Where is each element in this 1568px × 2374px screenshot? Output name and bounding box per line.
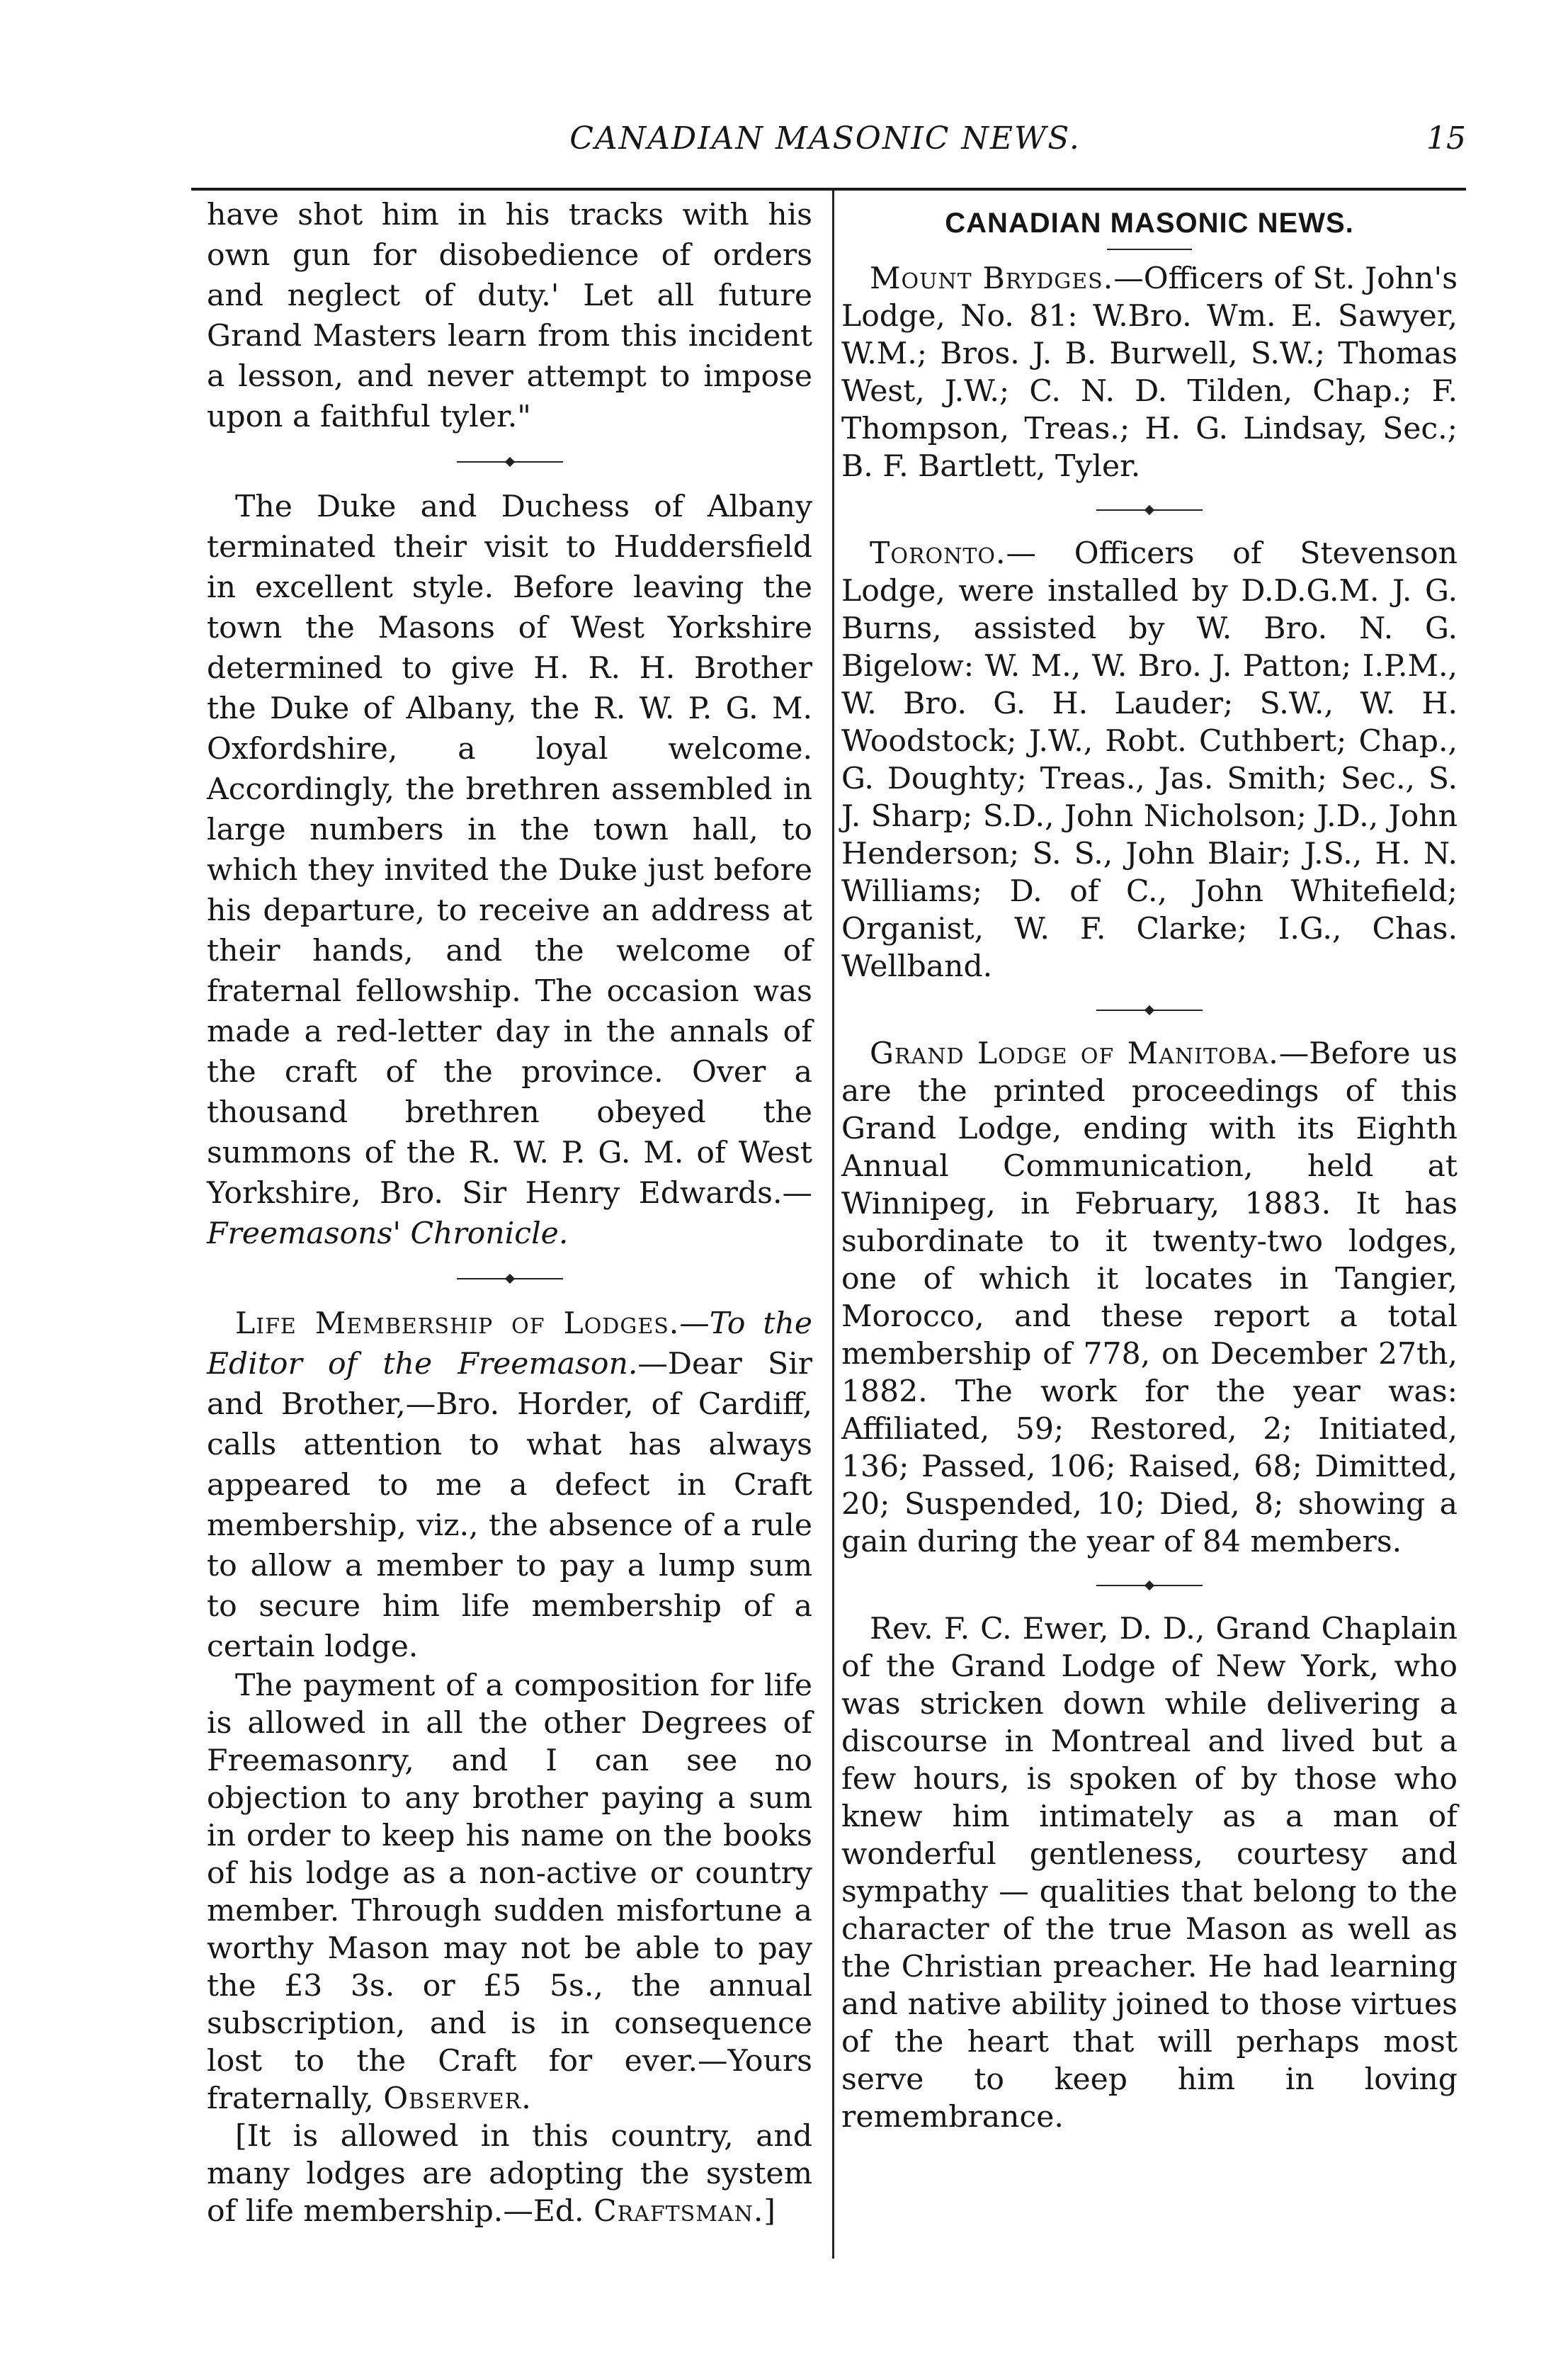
manitoba-text: —Before us are the printed proceedings of this Grand Lodge, ending with its Eighth Annual Communication, held at Winnipeg, in February, 1883. It has subordinate to it twenty-two lodges, one of which it locates in Tangier, Morocco, and these report a total membership of 778, on December 27th, 1882. The work for the year was: Affiliated, 59; Restored, 2; Initiated, 136; Passed, 106; Raised, 68; Dimitted, 20; Suspended, 10; Died, 8; showing a gain during the year of 84 members. — [841, 1036, 1458, 1559]
life-membership-paragraph — [207, 1304, 812, 1667]
toronto-place: Toronto. — [870, 536, 1006, 571]
running-title: CANADIAN MASONIC NEWS. — [569, 120, 1081, 157]
title-rule — [1107, 249, 1192, 250]
life-membership-address: —To the Editor of the Freemason. — [207, 1306, 812, 1381]
composition-signature: Observer. — [383, 2081, 532, 2116]
editor-note-signature: Craftsman. — [593, 2194, 764, 2229]
mount-brydges-paragraph — [841, 260, 1458, 485]
life-membership-text: —Dear Sir and Brother,—Bro. Horder, of Cardiff, calls attention to what has always appeared to me a defect in Craft membership, viz., the absence of a rule to allow a member to pay a lump sum to secure him life membership of a certain lodge. — [207, 1347, 812, 1664]
manitoba-place: Grand Lodge of Manitoba. — [870, 1036, 1279, 1071]
manitoba-paragraph — [841, 1035, 1458, 1561]
editor-note-close: ] — [763, 2194, 776, 2229]
editor-note-paragraph — [207, 2118, 812, 2230]
toronto-text: — Officers of Stevenson Lodge, were installed by D.D.G.M. J. G. Burns, assisted by W. Bro. N. G. Bigelow: W. M., W. Bro. J. Patton; I.P.M., W. Bro. G. H. Lauder; S.W., W. H. Woodstock; J.W., Robt. Cuthbert; Chap., G. Doughty; Treas., Jas. Smith; Sec., S. J. Sharp; S.D., John Nicholson; J.D., John Henderson; S. S., John Blair; J.S., H. N. Williams; D. of C., John Whitefield; Organist, W. F. Clarke; I.G., Chas. Wellband. — [841, 536, 1458, 984]
life-membership-heading: Life Membership of Lodges. — [235, 1306, 680, 1341]
page-number: 15 — [1426, 120, 1466, 157]
albany-paragraph — [207, 487, 812, 1254]
composition-text: The payment of a composition for life is allowed in all the other Degrees of Freemasonry, and I can see no objection to any brother paying a sum in order to keep his name on the books of his lodge as a non-active or country member. Through sudden misfortune a worthy Mason may not be able to pay the £3 3s. or £5 5s., the annual subscription, and is in consequence lost to the Craft for ever.—Yours fraternally, — [207, 1668, 812, 2116]
page-header — [184, 106, 1466, 163]
left-paragraph-continued: have shot him in his tracks with his own gun for disobedience of orders and neglect of duty.' Let all future Grand Masters learn from this incident a lesson, and never attempt to impose upon a faithful tyler." — [207, 198, 812, 434]
albany-text: The Duke and Duchess of Albany terminated their visit to Huddersfield in excellent style. Before leaving the town the Masons of West Yorkshire determined to give H. R. H. Brother the Duke of Albany, the R. W. P. G. M. Oxfordshire, a loyal welcome. Accordingly, the brethren assembled in large numbers in the town hall, to which they invited the Duke just before his departure, to receive an address at their hands, and the welcome of fraternal fellowship. The occasion was made a red-letter day in the annals of the craft of the province. Over a thousand brethren obeyed the summons of the R. W. P. G. M. of West Yorkshire, Bro. Sir Henry Edwards.— — [207, 490, 812, 1211]
section-divider — [841, 985, 1458, 1035]
albany-source: Freemasons' Chronicle. — [207, 1216, 569, 1251]
section-title: CANADIAN MASONIC NEWS. — [945, 208, 1354, 239]
section-divider — [207, 437, 812, 487]
left-column — [207, 195, 812, 2230]
section-divider — [841, 1561, 1458, 1610]
right-column — [841, 195, 1458, 2136]
editor-note-text: [It is allowed in this country, and many lodges are adopting the system of life membership.—Ed. — [207, 2119, 812, 2229]
header-rule — [191, 188, 1466, 191]
section-divider — [841, 485, 1458, 535]
mount-brydges-place: Mount Brydges. — [870, 261, 1114, 296]
mount-brydges-text: —Officers of St. John's Lodge, No. 81: W.Bro. Wm. E. Sawyer, W.M.; Bros. J. B. Burwell, S.W.; Thomas West, J.W.; C. N. D. Tilden, Chap.; F. Thompson, Treas.; H. G. Lindsay, Sec.; B. F. Bartlett, Tyler. — [841, 261, 1458, 484]
section-divider — [207, 1254, 812, 1304]
column-rule — [832, 190, 834, 2259]
composition-paragraph — [207, 1667, 812, 2118]
ewer-paragraph: Rev. F. C. Ewer, D. D., Grand Chaplain of the Grand Lodge of New York, who was stricken down while delivering a discourse in Montreal and lived but a few hours, is spoken of by those who knew him intimately as a man of wonderful gentleness, courtesy and sympathy — qualities that belong to the character of the true Mason as well as the Christian preacher. He had learning and native ability joined to those virtues of the heart that will perhaps most serve to keep him in loving remembrance. — [841, 1612, 1458, 2135]
toronto-paragraph — [841, 535, 1458, 985]
